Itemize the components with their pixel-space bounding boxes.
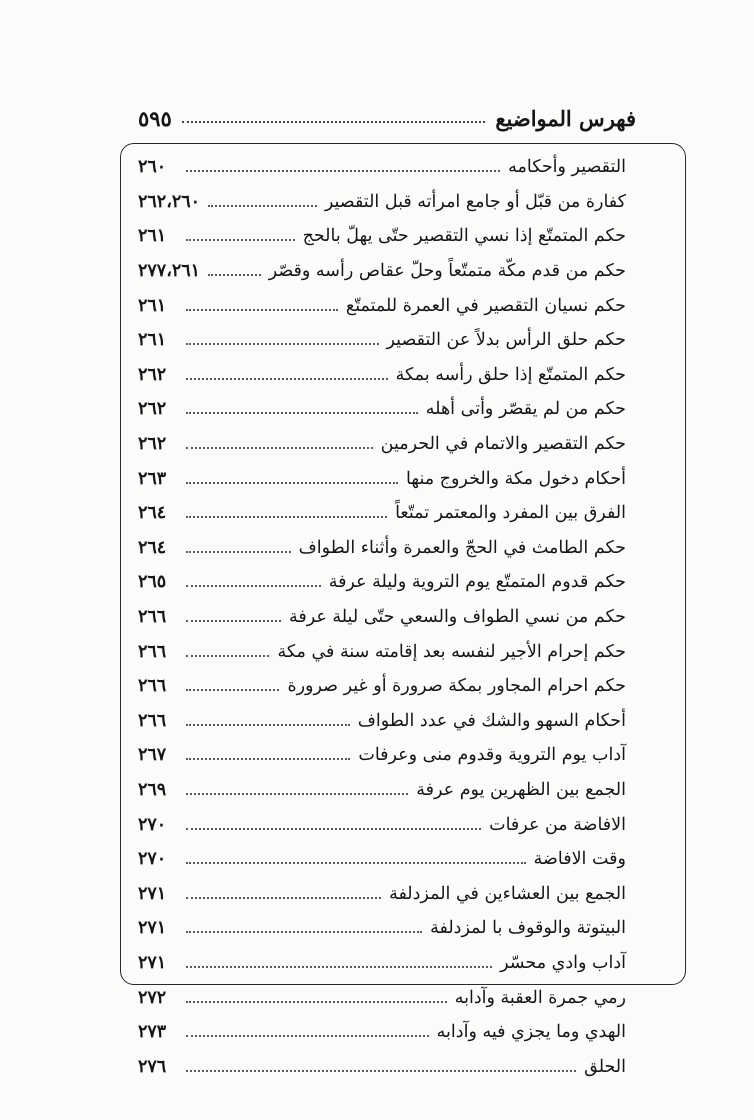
index-entry [138,461,626,496]
index-entry [138,980,626,1015]
index-entry [138,738,626,773]
entry-title: أحكام السهو والشك في عدد الطواف [357,710,626,731]
dot-leader [186,655,269,657]
index-entry [138,150,626,185]
entry-page-number: ٢٦١ [138,330,167,351]
entry-page-number: ٢٧٧،٢٦١ [138,261,201,282]
entry-title: التقصير وأحكامه [508,157,626,178]
index-entry [138,634,626,669]
entry-page-number: ٢٧١ [138,952,167,973]
dot-leader [186,170,500,172]
index-entry [138,669,626,704]
entry-title: رمي جمرة العقبة وآدابه [454,987,626,1008]
running-title: فهرس المواضيع [495,105,636,131]
dot-leader [186,966,492,968]
index-entry [138,358,626,393]
index-entry [138,531,626,566]
dot-leader [208,205,317,207]
index-entry [138,876,626,911]
dot-leader [186,931,422,933]
index-entry [138,496,626,531]
entry-page-number: ٢٧٣ [138,1022,167,1043]
entry-page-number: ٢٦٢ [138,399,167,420]
index-entry [138,1049,626,1084]
entry-page-number: ٢٦٢ [138,434,167,455]
index-entry [138,288,626,323]
index-entry [138,807,626,842]
entry-title: الحلق [584,1056,626,1077]
dot-leader [186,239,295,241]
dot-leader [186,1001,447,1003]
dot-leader [186,1035,429,1037]
index-entry [138,565,626,600]
entry-title: حكم الطامث في الحجّ والعمرة وأثناء الطواف [298,537,626,558]
entry-title: الهدي وما يجزي فيه وآدابه [436,1022,626,1043]
entry-title: حكم التقصير والاتمام في الحرمين [380,434,626,455]
entry-page-number: ٢٦٥ [138,572,167,593]
dot-leader [186,758,350,760]
index-entry [138,323,626,358]
index-list [138,150,626,1084]
dot-leader [186,620,281,622]
entry-page-number: ٢٦٤ [138,503,167,524]
entry-title: حكم من قدم مكّة متمتّعاً وحلّ عقاص رأسه وقصّر [268,261,626,282]
entry-title: الجمع بين الظهرين يوم عرفة [416,779,626,800]
index-entry [138,392,626,427]
dot-leader [186,585,321,587]
entry-title: أحكام دخول مكة والخروج منها [406,468,626,489]
entry-title: الفرق بين المفرد والمعتمر تمتّعاً [395,503,626,524]
index-entry [138,911,626,946]
entry-page-number: ٢٦٦ [138,710,167,731]
entry-title: حكم من لم يقصّر وأتى أهله [425,399,626,420]
dot-leader [186,343,379,345]
entry-title: حكم المتمتّع إذا حلق رأسه بمكة [395,364,626,385]
entry-title: حكم المتمتّع إذا نسي التقصير حتّى يهلّ بالحج [302,226,626,247]
entry-page-number: ٢٦٤ [138,537,167,558]
index-entry [138,219,626,254]
entry-page-number: ٢٦٦ [138,676,167,697]
entry-page-number: ٢٦٧ [138,745,167,766]
entry-title: حكم نسيان التقصير في العمرة للمتمتّع [345,295,626,316]
entry-page-number: ٢٦٠ [138,157,167,178]
index-entry [138,600,626,635]
dot-leader [186,689,279,691]
dot-leader [186,309,338,311]
entry-title: البيتوتة والوقوف با لمزدلفة [430,918,626,939]
entry-page-number: ٢٦٩ [138,779,167,800]
dot-leader [186,897,381,899]
index-entry [138,427,626,462]
dot-leader [186,793,408,795]
dot-leader [208,274,261,276]
dot-leader [186,447,373,449]
entry-title: حكم احرام المجاور بمكة صرورة أو غير صرورة [287,676,626,697]
entry-page-number: ٢٧٦ [138,1056,167,1077]
entry-page-number: ٢٧١ [138,918,167,939]
entry-page-number: ٢٧٢ [138,987,167,1008]
dot-leader [186,378,388,380]
index-entry [138,946,626,981]
dot-leader [186,828,481,830]
entry-title: كفارة من قبّل أو جامع امرأته قبل التقصير [324,191,626,212]
entry-page-number: ٢٦٢،٢٦٠ [138,191,201,212]
entry-title: آداب يوم التروية وقدوم منى وعرفات [358,745,626,766]
entry-title: حكم قدوم المتمتّع يوم التروية وليلة عرفة [328,572,626,593]
entry-page-number: ٢٦٦ [138,641,167,662]
dot-leader [186,1070,576,1072]
dot-leader [186,724,350,726]
entry-page-number: ٢٦٣ [138,468,167,489]
entry-title: الجمع بين العشاءين في المزدلفة [389,883,626,904]
entry-page-number: ٢٧١ [138,883,167,904]
entry-title: وقت الافاضة [533,849,626,870]
entry-page-number: ٢٦١ [138,295,167,316]
dot-leader [186,516,387,518]
index-entry [138,1015,626,1050]
entry-page-number: ٢٦٦ [138,607,167,628]
dot-leader [186,412,418,414]
header-dot-leader [182,121,486,123]
dot-leader [186,551,291,553]
entry-title: حكم إحرام الأجير لنفسه بعد إقامته سنة في مكة [277,641,626,662]
index-entry [138,842,626,877]
dot-leader [186,482,398,484]
entry-title: الافاضة من عرفات [489,814,626,835]
dot-leader [186,862,526,864]
index-entry [138,704,626,739]
entry-page-number: ٢٦٢ [138,364,167,385]
page-header [138,98,636,138]
page-number: ٥٩٥ [138,105,172,131]
index-entry [138,254,626,289]
entry-title: حكم من نسي الطواف والسعي حتّى ليلة عرفة [288,607,626,628]
entry-page-number: ٢٦١ [138,226,167,247]
index-entry [138,185,626,220]
index-entry [138,773,626,808]
entry-title: آداب وادي محسّر [500,952,626,973]
entry-title: حكم حلق الرأس بدلاً عن التقصير [386,330,626,351]
entry-page-number: ٢٧٠ [138,814,167,835]
entry-page-number: ٢٧٠ [138,849,167,870]
